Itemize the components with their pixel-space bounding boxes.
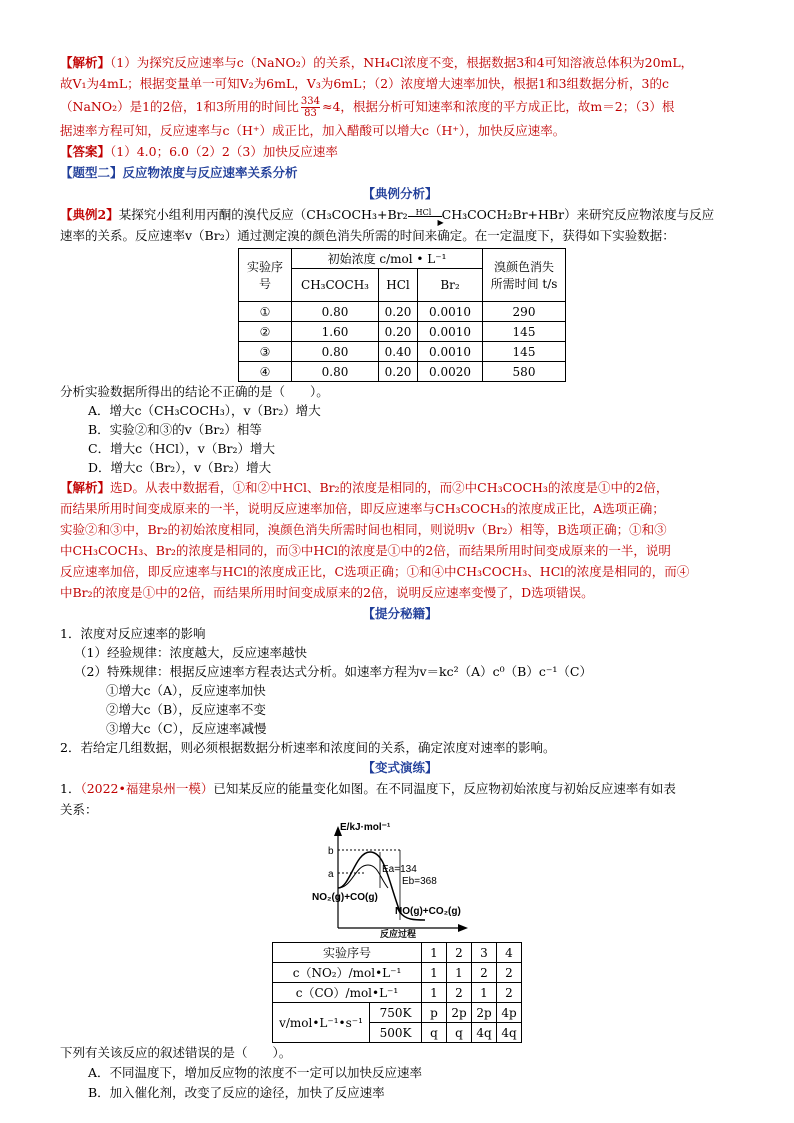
practice-1-num: 1． — [60, 781, 81, 796]
cell: 0.20 — [379, 362, 418, 382]
table-row — [273, 983, 522, 1003]
cell: 3 — [472, 943, 497, 963]
analysis-2-line-3: 实验②和③中，Br₂的初始浓度相同，溴颜色消失所需时间也相同，则说明v（Br₂）相等，B选项正确；①和③ — [60, 522, 667, 537]
row-label-no2: c（NO₂）/mol•L⁻¹ — [292, 966, 402, 980]
option-c: C．增大c（HCl），v（Br₂）增大 — [88, 441, 276, 456]
option-a: A．增大c（CH₃COCH₃），v（Br₂）增大 — [88, 403, 321, 418]
topic-2-title: 【题型二】反应物浓度与反应速率关系分析 — [60, 165, 298, 180]
cell: 4 — [497, 943, 522, 963]
practice-1 — [60, 778, 740, 1103]
section-typical-analysis: 【典例分析】 — [362, 186, 438, 201]
table-row — [273, 1003, 522, 1023]
cell: 2p — [472, 1003, 497, 1023]
analysis-2-line-4: 中CH₃COCH₃、Br₂的浓度是相同的，而③中HCl的浓度是①中的2倍，而结果所用时间变成原来的一半，说明 — [60, 543, 671, 558]
cell: 0.0010 — [418, 322, 483, 342]
practice-option-a: A．不同温度下，增加反应物的浓度不一定可以加快反应速率 — [88, 1065, 423, 1080]
products-label: NO(g)+CO₂(g) — [395, 906, 461, 917]
cell: 0.40 — [379, 342, 418, 362]
practice-option-b: B．加入催化剂，改变了反应的途径，加快了反应速率 — [88, 1085, 385, 1100]
analysis-1 — [60, 52, 740, 162]
tip-1b: （2）特殊规律：根据反应速率方程表达式分析。如速率方程为v＝kc²（A）c⁰（B）c⁻¹（C） — [74, 664, 593, 679]
cell: 580 — [483, 362, 566, 382]
analysis-2-line-5: 反应速率加倍，即反应速率与HCl的浓度成正比，C选项正确；①和④中CH₃COCH₃、HCl的浓度是相同的，而④ — [60, 564, 690, 579]
cell: 4q — [497, 1023, 522, 1043]
cell: 1 — [422, 943, 447, 963]
answer-1-text: （1）4.0；6.0（2）2（3）加快反应速率 — [110, 144, 338, 159]
level-a: a — [328, 869, 334, 880]
x-axis-arrow — [458, 924, 468, 932]
analysis-1-line-4: 据速率方程可知，反应速率与c（H⁺）成正比，加入醋酸可以增大c（H⁺），加快反应速率。 — [60, 123, 566, 138]
document-page — [60, 52, 740, 1103]
tips — [60, 624, 740, 757]
cell: 2 — [447, 943, 472, 963]
fraction-numerator: 334 — [300, 96, 320, 107]
energy-curve-catalyzed — [338, 865, 388, 888]
cell: ① — [239, 302, 292, 322]
cell: q — [447, 1023, 472, 1043]
cell: 2 — [447, 983, 472, 1003]
example-2-line-1b: CH₃COCH₂Br+HBr）来研究反应物浓度与反应 — [441, 207, 715, 222]
energy-diagram — [310, 820, 490, 938]
tip-1a: （1）经验规律：浓度越大，反应速率越快 — [74, 645, 307, 660]
option-b: B．实验②和③的v（Br₂）相等 — [88, 422, 262, 437]
cell: 0.0020 — [418, 362, 483, 382]
example-2-tag: 【典例2】 — [60, 207, 119, 222]
x-axis-label: 反应过程 — [380, 929, 417, 938]
cell: 145 — [483, 342, 566, 362]
tip-1b-2: ②增大c（B），反应速率不变 — [106, 702, 266, 717]
table-header-conc: 初始浓度 c/mol • L⁻¹ — [327, 252, 447, 266]
tip-1: 1．浓度对反应速率的影响 — [60, 626, 206, 641]
analysis-2-tag: 【解析】 — [60, 480, 111, 495]
example-2-question: 分析实验数据所得出的结论不正确的是（ ）。 — [60, 384, 329, 399]
analysis-2-line-6: 中Br₂的浓度是①中的2倍，而结果所用时间变成原来的2倍，说明反应速率变慢了，D选项错误。 — [60, 585, 594, 600]
cell: 1 — [422, 963, 447, 983]
cell: p — [422, 1003, 447, 1023]
cell: 2 — [472, 963, 497, 983]
p-table-header-no: 实验序号 — [322, 946, 371, 960]
analysis-2-line-1: 选D。从表中数据看，①和②中HCl、Br₂的浓度是相同的，而②中CH₃COCH₃的浓度是①中的2倍， — [110, 480, 669, 495]
cell-temp-750: 750K — [370, 1003, 422, 1023]
cell: 0.20 — [379, 322, 418, 342]
eb-label: Eb=368 — [402, 876, 437, 887]
cell: 2p — [447, 1003, 472, 1023]
table-header-time: 溴颜色消失所需时间 t/s — [490, 260, 558, 291]
cell: q — [422, 1023, 447, 1043]
reactants-label: NO₂(g)+CO(g) — [312, 892, 378, 903]
example-2-line-2: 速率的关系。反应速率v（Br₂）通过测定溴的颜色消失所需的时间来确定。在一定温度下，获得如下实验数据： — [60, 228, 675, 243]
cell: 1 — [447, 963, 472, 983]
tip-2: 2．若给定几组数据，则必须根据数据分析速率和浓度间的关系，确定浓度对速率的影响。 — [60, 740, 556, 755]
cell: 2 — [497, 963, 522, 983]
cell: 0.0010 — [418, 302, 483, 322]
table-row — [239, 362, 566, 382]
analysis-1-line-3a: （NaNO₂）是1的2倍，1和3所用的时间比 — [60, 99, 299, 114]
example-2-table — [238, 248, 566, 382]
cell: 290 — [483, 302, 566, 322]
time-ratio-fraction — [301, 96, 320, 119]
cell-temp-500: 500K — [370, 1023, 422, 1043]
table-row — [273, 963, 522, 983]
fraction-denominator: 83 — [304, 108, 317, 119]
cell: 0.80 — [292, 302, 379, 322]
table-row — [239, 342, 566, 362]
example-2 — [60, 204, 740, 477]
practice-1-table — [272, 942, 522, 1043]
analysis-1-line-1: （1）为探究反应速率与c（NaNO₂）的关系，NH₄Cl浓度不变，根据数据3和4可知溶液总体积为20mL， — [110, 55, 694, 70]
row-label-co: c（CO）/mol•L⁻¹ — [295, 986, 399, 1000]
cell: 0.80 — [292, 362, 379, 382]
col-br2: Br₂ — [440, 278, 460, 292]
table-row — [239, 302, 566, 322]
answer-tag: 【答案】 — [60, 144, 111, 159]
practice-1-source: （2022•福建泉州一模） — [80, 781, 214, 796]
ea-label: Ea=134 — [382, 864, 417, 875]
cell: 1 — [422, 983, 447, 1003]
cell: ④ — [239, 362, 292, 382]
practice-1-question: 下列有关该反应的叙述错误的是（ ）。 — [60, 1045, 292, 1060]
col-hcl: HCl — [386, 278, 410, 292]
practice-1-line-1: 已知某反应的能量变化如图。在不同温度下，反应物初始浓度与初始反应速率有如表 — [213, 781, 676, 796]
catalyst-arrow: HCl ▶ — [408, 210, 442, 222]
cell: 0.20 — [379, 302, 418, 322]
section-practice: 【变式演练】 — [362, 760, 438, 775]
analysis-tag: 【解析】 — [60, 55, 111, 70]
table-header-no: 实验序号 — [246, 260, 283, 291]
analysis-2-line-2: 而结果所用时间变成原来的一半，说明反应速率加倍，即反应速率与CH₃COCH₃的浓度成正比，A选项正确； — [60, 501, 665, 516]
cell: 1 — [472, 983, 497, 1003]
tip-1b-3: ③增大c（C），反应速率减慢 — [106, 721, 267, 736]
cell: ③ — [239, 342, 292, 362]
section-tips: 【提分秘籍】 — [362, 606, 438, 621]
practice-1-line-2: 关系： — [60, 802, 98, 817]
analysis-1-line-2: 故V₁为4mL；根据变量单一可知V₂为6mL，V₃为6mL；（2）浓度增大速率加快，根据1和3组数据分析，3的c — [60, 76, 669, 91]
cell: 145 — [483, 322, 566, 342]
table-row — [239, 322, 566, 342]
example-2-line-1: 某探究小组利用丙酮的溴代反应（CH₃COCH₃+Br₂ — [118, 207, 408, 222]
analysis-2 — [60, 477, 740, 603]
level-b: b — [328, 846, 334, 857]
cell: 4p — [497, 1003, 522, 1023]
cell: 1.60 — [292, 322, 379, 342]
cell: 2 — [497, 983, 522, 1003]
analysis-1-line-3b: ≈4，根据分析可知速率和浓度的平方成正比，故m＝2；（3）根 — [322, 99, 675, 114]
cell: 0.0010 — [418, 342, 483, 362]
catalyst-label: HCl — [415, 207, 432, 217]
cell: 4q — [472, 1023, 497, 1043]
tip-1b-1: ①增大c（A），反应速率加快 — [106, 683, 266, 698]
cell: 0.80 — [292, 342, 379, 362]
option-d: D．增大c（Br₂），v（Br₂）增大 — [88, 460, 272, 475]
y-axis-label: E/kJ·mol⁻¹ — [340, 822, 391, 833]
cell: ② — [239, 322, 292, 342]
row-label-rate: v/mol•L⁻¹•s⁻¹ — [279, 1015, 363, 1030]
col-ch3coch3: CH₃COCH₃ — [301, 278, 369, 292]
